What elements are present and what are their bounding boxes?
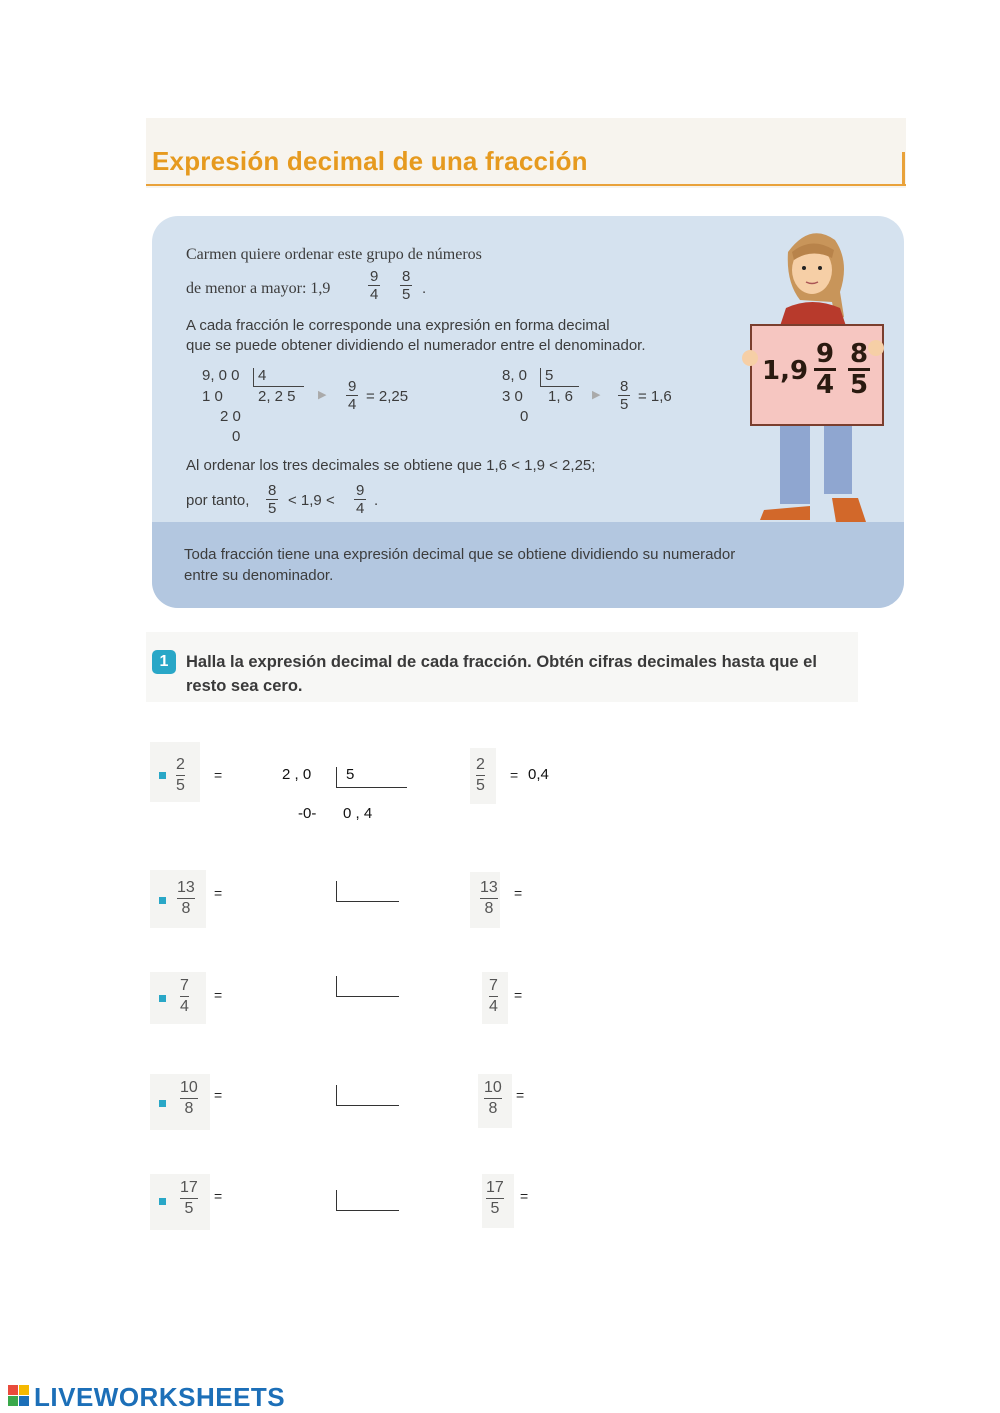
intro-line-2: de menor a mayor: 1,9 — [186, 280, 331, 297]
intro-fraction-8-5: 8 5 — [402, 268, 411, 303]
bullet-icon — [159, 772, 166, 779]
title-side-bar — [902, 152, 905, 186]
conclusion-period: . — [374, 492, 379, 509]
work-divisor: 5 — [346, 766, 355, 783]
div1-row3: 2 0 — [220, 408, 241, 425]
explain-line-1: A cada fracción le corresponde una expresión en forma decimal — [186, 317, 610, 334]
equals-sign: = — [214, 1087, 223, 1103]
div2-result: = 1,6 — [638, 388, 672, 405]
equals-sign: = — [520, 1188, 529, 1204]
summary-line-2: entre su denominador. — [184, 567, 334, 584]
equals-sign: = — [516, 1087, 525, 1103]
card-fraction-9-4: 9 4 — [816, 339, 835, 400]
bullet-icon — [159, 1100, 166, 1107]
div1-row2: 1 0 — [202, 388, 223, 405]
conclusion-fraction-8-5: 8 5 — [268, 482, 277, 517]
exercise-fraction: 17 5 — [180, 1179, 198, 1217]
equals-sign: = — [214, 1188, 223, 1204]
equals-sign: = — [214, 885, 223, 901]
conclusion-prefix: por tanto, — [186, 492, 250, 509]
title-underline — [146, 184, 906, 186]
intro-fraction-9-4: 9 4 — [370, 268, 379, 303]
div2-row2: 3 0 — [502, 388, 523, 405]
div2-row3: 0 — [520, 408, 529, 425]
exercise-number-badge: 1 — [152, 650, 176, 674]
bullet-icon — [159, 897, 166, 904]
order-line: Al ordenar los tres decimales se obtiene que 1,6 < 1,9 < 2,25; — [186, 457, 596, 474]
div2-divisor: 5 — [545, 367, 554, 384]
number-card — [750, 324, 884, 426]
div1-result: = 2,25 — [366, 388, 409, 405]
work-dividend: 2 , 0 — [282, 766, 312, 783]
card-value: 1,9 — [762, 356, 809, 386]
exercise-fraction: 13 8 — [177, 879, 195, 917]
equals-sign: = — [510, 767, 519, 783]
div1-row4: 0 — [232, 428, 241, 445]
intro-period: . — [422, 280, 427, 297]
summary-band — [152, 522, 904, 608]
div1-result-fraction: 9 4 — [348, 378, 357, 413]
exercise-fraction: 7 4 — [180, 977, 189, 1015]
left-hand — [742, 350, 758, 366]
div1-quotient: 2, 2 5 — [258, 388, 296, 405]
div1-dividend: 9, 0 0 — [202, 367, 240, 384]
div2-result-fraction: 8 5 — [620, 378, 629, 413]
div2-dividend: 8, 0 — [502, 367, 528, 384]
division-bracket[interactable] — [336, 1190, 399, 1211]
div1-arrow-icon: ▶ — [318, 389, 327, 401]
bullet-icon — [159, 995, 166, 1002]
page-title: Expresión decimal de una fracción — [152, 146, 588, 176]
work-quotient: 0 , 4 — [343, 805, 373, 822]
division-bracket[interactable] — [336, 976, 399, 997]
answer-input[interactable]: 0,4 — [528, 766, 549, 783]
equals-sign: = — [514, 987, 523, 1003]
answer-fraction: 2 5 — [476, 756, 485, 794]
division-bracket[interactable] — [336, 881, 399, 902]
exercise-instruction: Halla la expresión decimal de cada fracción. Obtén cifras decimales hasta que el resto sea cero. — [186, 653, 817, 695]
equals-sign: = — [514, 885, 523, 901]
explain-line-2: que se puede obtener dividiendo el numerador entre el denominador. — [186, 337, 646, 354]
equals-sign: = — [214, 767, 223, 783]
answer-fraction: 7 4 — [489, 977, 498, 1015]
div2-arrow-icon: ▶ — [592, 389, 601, 401]
answer-fraction: 17 5 — [486, 1179, 504, 1217]
answer-fraction: 13 8 — [480, 879, 498, 917]
right-hand — [868, 340, 884, 356]
div1-divisor: 4 — [258, 367, 267, 384]
work-remainder: -0- — [298, 805, 317, 822]
div2-quotient: 1, 6 — [548, 388, 574, 405]
footer-brand[interactable]: LIVEWORKSHEETS — [34, 1382, 286, 1412]
bullet-icon — [159, 1198, 166, 1205]
equals-sign: = — [214, 987, 223, 1003]
answer-fraction: 10 8 — [484, 1079, 502, 1117]
summary-line-1: Toda fracción tiene una expresión decimal que se obtiene dividiendo su numerador — [184, 546, 736, 563]
fraction-box — [150, 742, 200, 802]
intro-line-1: Carmen quiere ordenar este grupo de números — [186, 246, 482, 263]
conclusion-mid: < 1,9 < — [288, 492, 335, 509]
division-bracket[interactable] — [336, 1085, 399, 1106]
card-fraction-8-5: 8 5 — [850, 339, 869, 400]
conclusion-fraction-9-4: 9 4 — [356, 482, 365, 517]
liveworksheets-logo-icon — [8, 1385, 30, 1407]
exercise-fraction: 10 8 — [180, 1079, 198, 1117]
exercise-fraction: 2 5 — [176, 756, 185, 794]
